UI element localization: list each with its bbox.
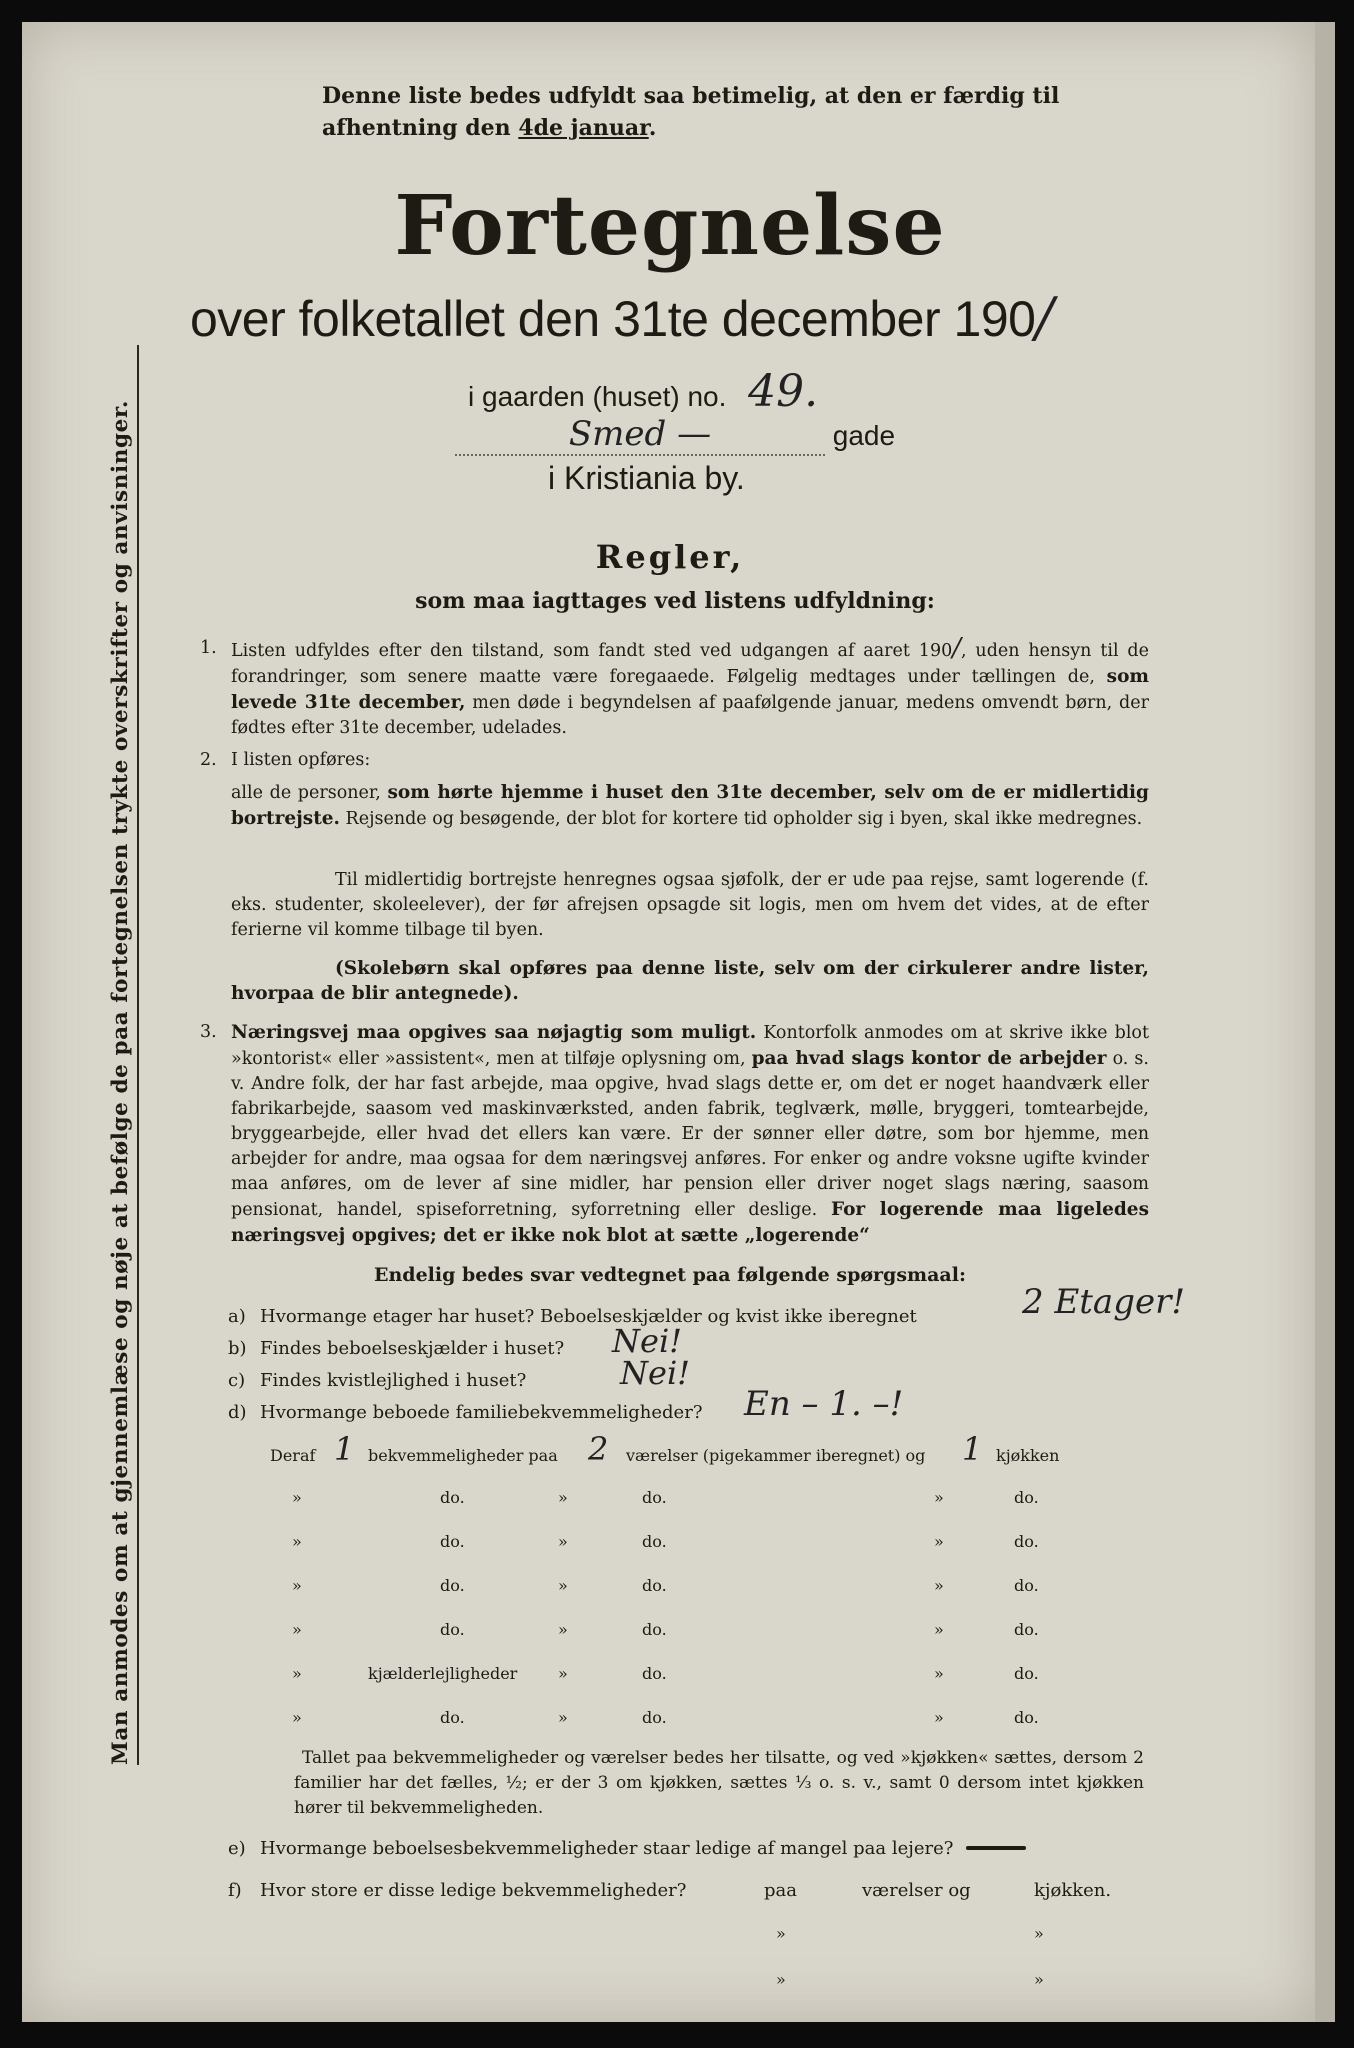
rule-2-head: I listen opføres:	[231, 750, 371, 770]
table-col-3-header: kjøkken	[996, 1446, 1060, 1465]
answer-b-handwritten: Nei!	[612, 1322, 683, 1360]
page-subtitle: over folketallet den 31te december 190/	[190, 286, 1054, 349]
street-name-handwritten: Smed —	[455, 414, 825, 456]
answer-c-handwritten: Nei!	[620, 1354, 691, 1392]
rules-heading: Regler,	[595, 538, 745, 576]
rule-2-text: alle de personer, som hørte hjemme i huset den 31te december, selv om de er midlertidig bortrejste. Rejsende og besøgende, der blot for kortere tid opholder sig i byen, skal ikke medregnes.	[231, 782, 1149, 829]
question-f-kitchen: kjøkken.	[1034, 1880, 1112, 1901]
question-c-label: c)	[228, 1370, 246, 1391]
question-d-label: d)	[228, 1402, 247, 1423]
rule-2-number: 2.	[200, 750, 217, 770]
city-line: i Kristiania by.	[548, 460, 745, 496]
side-instruction: Man anmodes om at gjennemlæse og nøje at befølge de paa fortegnelsen trykte overskrifter og anvisninger.	[108, 345, 139, 1765]
question-b-text: Findes beboelseskjælder i huset?	[260, 1338, 565, 1359]
ditto-mark: »	[1034, 1970, 1044, 1989]
paper-edge	[1315, 22, 1335, 2022]
rule-3-text: Næringsvej maa opgives saa nøjagtig som muligt. Kontorfolk anmodes om at skrive ikke blot »kontorist« eller »assistent«, men at tilføje oplysning om, paa hvad slags kontor de arbejder o. s. v. Andre folk, der har fast arbejde, maa opgive, hvad slags dette er, om det er noget haandværk eller fabrikarbejde, saasom ved maskinværksted, anden fabrik, teglværk, mølle, bryggeri, tomtearbejde, bryggearbejde, eller hvad det ellers kan være. Er der sønner eller døtre, som bor hjemme, men arbejder for andre, maa ogsaa for dem næringsvej anføres. For enker og andre voksne ugifte kvinder maa anføres, om de lever af sine midler, har pension eller driver noget slags næring, saasom pensionat, handel, spiseforretning, syforretning eller deslige. For logerende maa ligeledes næringsvej opgives; det er ikke nok blot at sætte „logerende“	[231, 1022, 1149, 1246]
question-f-text: Hvor store er disse ledige bekvemmeligheder?	[260, 1880, 687, 1901]
question-e-text: Hvormange beboelsesbekvemmeligheder staar ledige af mangel paa lejere?	[260, 1838, 954, 1859]
question-f-rooms: værelser og	[862, 1880, 971, 1901]
rule-3-number: 3.	[200, 1022, 217, 1042]
ditto-mark: »	[776, 1924, 786, 1943]
kitchen-note: Tallet paa bekvemmeligheder og værelser bedes her tilsatte, og ved »kjøkken« sættes, dersom 2 familier har det fælles, ½; er der 3 om kjøkken, sættes ⅓ o. s. v., samt 0 dersom intet kjøkken hører til bekvemmeligheden.	[294, 1748, 1144, 1818]
ditto-mark: »	[776, 1970, 786, 1989]
question-e-label: e)	[228, 1838, 246, 1859]
rule-1-text: Listen udfyldes efter den tilstand, som fandt sted ved udgangen af aaret 190/, uden hensyn til de forandringer, som senere maatte være foregaaede. Følgelig medtages under tællingen de, som levede 31te december, men døde i begyndelsen af paafølgende januar, medens omvendt børn, der fødtes efter 31te december, udelades.	[231, 633, 1149, 738]
house-number-handwritten: 49.	[748, 366, 819, 417]
questions-intro: Endelig bedes svar vedtegnet paa følgende spørgsmaal:	[374, 1264, 966, 1286]
question-b-label: b)	[228, 1338, 247, 1359]
rule-1-number: 1.	[200, 638, 217, 658]
count-handwritten-1: 1	[334, 1430, 355, 1468]
answer-a-handwritten: 2 Etager!	[1022, 1282, 1185, 1322]
year-digit-handwritten: /	[1035, 286, 1054, 349]
table-col-1-header: bekvemmeligheder paa	[368, 1446, 558, 1465]
question-a-text: Hvormange etager har huset? Beboelseskjælder og kvist ikke iberegnet	[260, 1306, 917, 1327]
rules-subheading: som maa iagttages ved listens udfyldning:	[415, 588, 935, 614]
question-f-label: f)	[228, 1880, 242, 1901]
ditto-mark: »	[1034, 1924, 1044, 1943]
table-col-2-header: værelser (pigekammer iberegnet) og	[626, 1446, 926, 1465]
count-handwritten-3: 1	[962, 1430, 983, 1468]
preamble-line-2: afhentning den 4de januar.	[322, 115, 657, 141]
rule-2-paragraph-3: (Skolebørn skal opføres paa denne liste, selv om der cirkulerer andre lister, hvorpaa de blir antegnede).	[231, 958, 1149, 1004]
page-title: Fortegnelse	[394, 178, 946, 274]
count-handwritten-2: 2	[588, 1430, 609, 1468]
question-d-text: Hvormange beboede familiebekvemmeligheder?	[260, 1402, 703, 1423]
preamble-line-1: Denne liste bedes udfyldt saa betimelig, at den er færdig til	[322, 83, 1060, 109]
year-digit-handwritten-rule: /	[952, 633, 961, 663]
question-c-text: Findes kvistlejlighed i huset?	[260, 1370, 527, 1391]
answer-e-dash	[966, 1846, 1026, 1850]
rule-2-paragraph-2: Til midlertidig bortrejste henregnes ogsaa sjøfolk, der er ude paa rejse, samt logerende (f. eks. studenter, skoleelever), der før afrejsen opsagde sit logis, men om hvem det vides, at de efter ferierne vil komme tilbage til byen.	[231, 870, 1149, 940]
answer-d-handwritten: En – 1. –!	[744, 1384, 904, 1424]
deraf-label: Deraf	[270, 1446, 316, 1465]
question-a-label: a)	[228, 1306, 246, 1327]
question-f-paa: paa	[764, 1880, 797, 1901]
street-line: Smed — gade	[455, 414, 895, 456]
house-number-line: i gaarden (huset) no. 49.	[468, 366, 819, 417]
pickup-date: 4de januar	[518, 115, 649, 141]
